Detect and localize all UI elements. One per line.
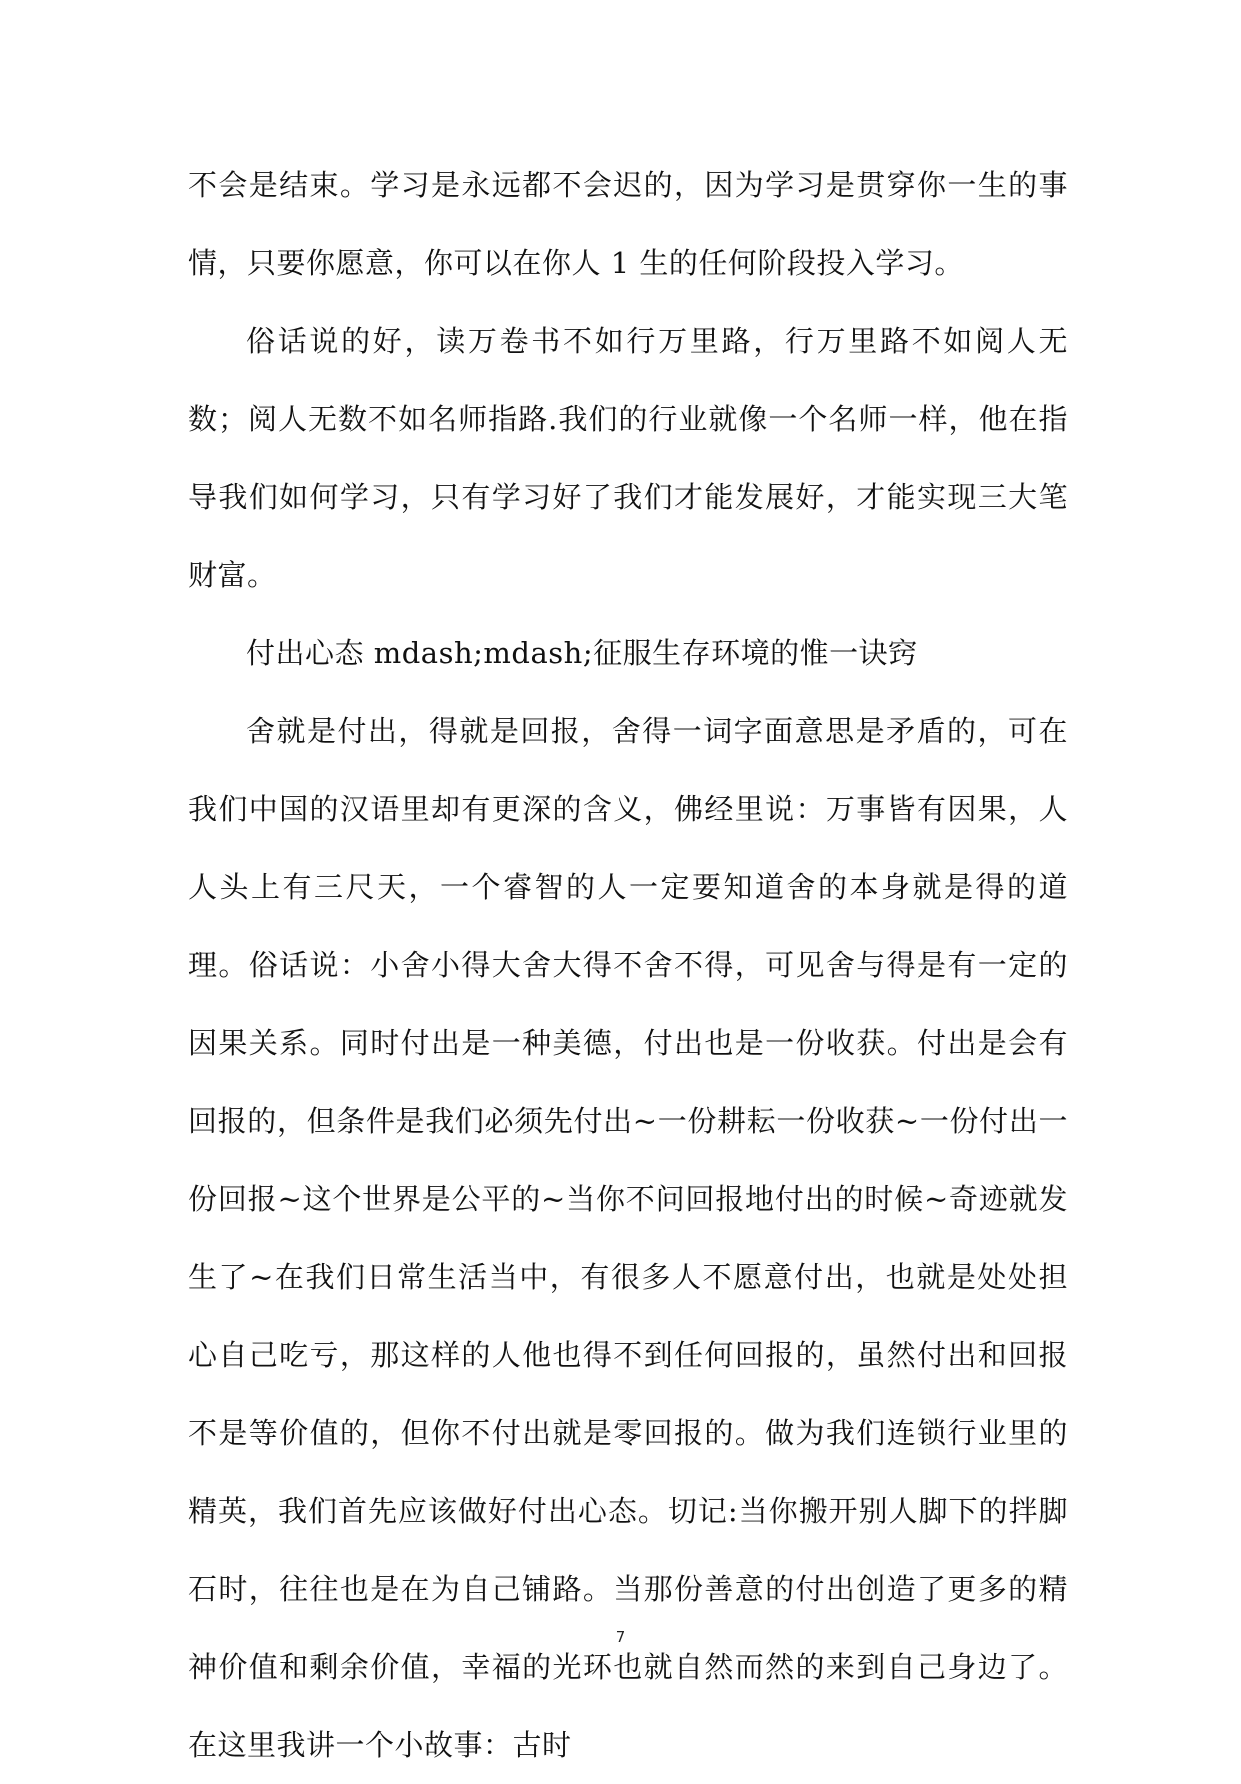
body-text [188,146,1068,1784]
paragraph-3-heading: 付出心态 mdash;mdash;征服生存环境的惟一诀窍 [246,636,918,670]
paragraph-4: 舍就是付出，得就是回报，舍得一词字面意思是矛盾的，可在我们中国的汉语里却有更深的含义，佛经里说：万事皆有因果，人人头上有三尺天，一个睿智的人一定要知道舍的本身就是得的道理。俗话说：小舍小得大舍大得不舍不得，可见舍与得是有一定的因果关系。同时付出是一种美德，付出也是一份收获。付出是会有回报的，但条件是我们必须先付出~一份耕耘一份收获~一份付出一份回报~这个世界是公平的~当你不问回报地付出的时候~奇迹就发生了~在我们日常生活当中，有很多人不愿意付出，也就是处处担心自己吃亏，那这样的人他也得不到任何回报的，虽然付出和回报不是等价值的，但你不付出就是零回报的。做为我们连锁行业里的精英，我们首先应该做好付出心态。切记:当你搬开别人脚下的拌脚石时，往往也是在为自己铺路。当那份善意的付出创造了更多的精神价值和剩余价值，幸福的光环也就自然而然的来到自己身边了。在这里我讲一个小故事：古时 [188,714,1068,1762]
paragraph-2: 俗话说的好，读万卷书不如行万里路，行万里路不如阅人无数；阅人无数不如名师指路.我们的行业就像一个名师一样，他在指导我们如何学习，只有学习好了我们才能发展好，才能实现三大笔财富。 [188,324,1068,592]
page-number: 7 [615,1628,626,1646]
paragraph-1: 不会是结束。学习是永远都不会迟的，因为学习是贯穿你一生的事情，只要你愿意，你可以在你人 1 生的任何阶段投入学习。 [188,168,1068,280]
